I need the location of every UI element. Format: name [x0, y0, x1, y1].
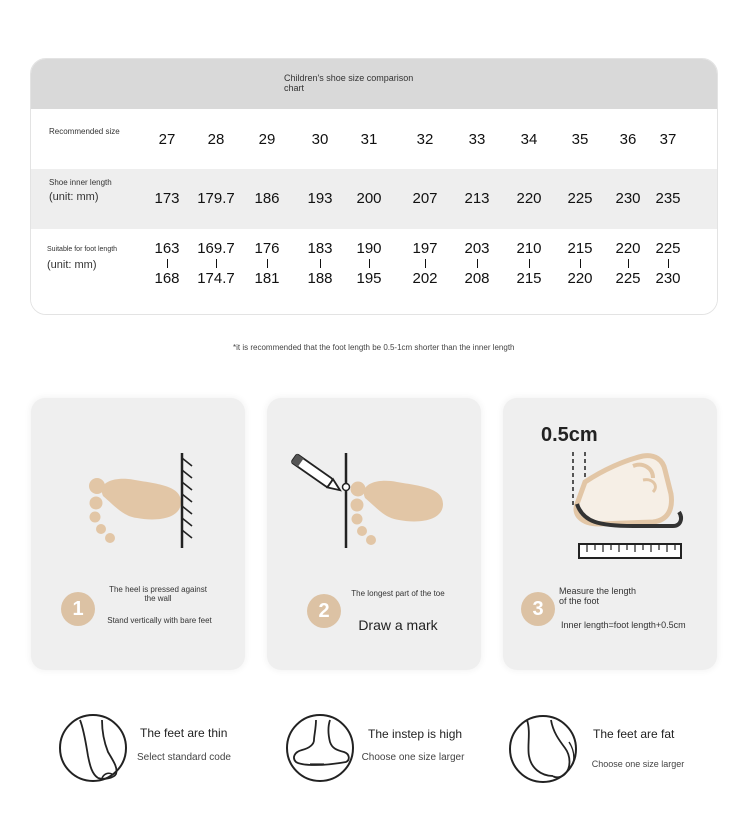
step-subtitle: Inner length=foot length+0.5cm	[561, 620, 686, 630]
range-max: 195	[356, 270, 382, 287]
table-cell-range	[397, 240, 453, 288]
table-cell: 230	[615, 190, 641, 207]
range-separator	[320, 259, 321, 268]
table-header	[31, 59, 717, 109]
table-cell-range	[640, 240, 696, 288]
table-cell-range	[188, 240, 244, 288]
table-cell: 220	[516, 190, 542, 207]
range-separator	[668, 259, 669, 268]
table-cell: 213	[464, 190, 490, 207]
foot-type-title: The instep is high	[368, 727, 463, 741]
range-max: 168	[154, 270, 180, 287]
table-cell: 179.7	[197, 190, 235, 207]
row-label: Recommended size	[49, 127, 120, 136]
range-separator	[529, 259, 530, 268]
range-min: 210	[516, 240, 542, 257]
foot-type-fat	[507, 712, 737, 792]
step-card-2	[267, 398, 481, 670]
table-cell: 35	[571, 131, 589, 148]
fat-foot-icon	[507, 712, 579, 786]
row-label-text: Suitable for foot length	[47, 246, 118, 253]
table-cell: 193	[307, 190, 333, 207]
foot-type-advice: Choose one size larger	[361, 752, 465, 763]
range-max: 230	[655, 270, 681, 287]
range-max: 220	[567, 270, 593, 287]
table-cell: 34	[520, 131, 538, 148]
range-separator	[477, 259, 478, 268]
range-separator	[628, 259, 629, 268]
table-cell-range	[239, 240, 295, 288]
table-cell: 31	[360, 131, 378, 148]
pencil-mark-foot-icon	[267, 398, 481, 568]
table-cell: 200	[356, 190, 382, 207]
foot-against-wall-icon	[31, 398, 245, 568]
table-cell: 207	[412, 190, 438, 207]
range-min: 176	[254, 240, 280, 257]
foot-type-high-instep	[284, 712, 514, 792]
measurement-note: *it is recommended that the foot length be 0.5-1cm shorter than the inner length	[233, 343, 515, 352]
range-separator	[167, 259, 168, 268]
thin-foot-icon	[58, 712, 130, 786]
range-max: 225	[615, 270, 641, 287]
range-max: 208	[464, 270, 490, 287]
step-title: Measure the length of the foot	[559, 586, 637, 606]
step-subtitle: Stand vertically with bare feet	[107, 616, 212, 625]
foot-type-thin	[58, 712, 288, 792]
range-min: 215	[567, 240, 593, 257]
table-cell: 32	[416, 131, 434, 148]
row-label-text: Shoe inner length	[49, 178, 112, 187]
table-cell-range	[139, 240, 195, 288]
range-min: 163	[154, 240, 180, 257]
table-cell: 29	[258, 131, 276, 148]
table-cell-range	[501, 240, 557, 288]
range-min: 203	[464, 240, 490, 257]
table-cell-range	[449, 240, 505, 288]
range-min: 169.7	[197, 240, 235, 257]
table-row-inner-length	[31, 169, 717, 229]
range-min: 220	[615, 240, 641, 257]
range-separator	[267, 259, 268, 268]
step-number-badge: 3	[521, 592, 555, 626]
foot-type-advice: Choose one size larger	[591, 759, 685, 769]
range-separator	[369, 259, 370, 268]
step-number-badge: 2	[307, 594, 341, 628]
table-cell: 28	[207, 131, 225, 148]
table-row-size	[31, 109, 717, 169]
range-min: 190	[356, 240, 382, 257]
foot-type-title: The feet are fat	[593, 727, 675, 741]
range-min: 197	[412, 240, 438, 257]
table-cell: 37	[659, 131, 677, 148]
table-cell: 186	[254, 190, 280, 207]
table-cell-range	[292, 240, 348, 288]
table-cell: 27	[158, 131, 176, 148]
range-max: 174.7	[197, 270, 235, 287]
foot-type-advice: Select standard code	[137, 752, 231, 763]
table-cell: 36	[619, 131, 637, 148]
range-separator	[580, 259, 581, 268]
range-max: 202	[412, 270, 438, 287]
shoe-ruler-icon	[503, 398, 717, 568]
step-card-3	[503, 398, 717, 670]
table-cell: 173	[154, 190, 180, 207]
range-separator	[216, 259, 217, 268]
measure-label: 0.5cm	[541, 424, 598, 446]
high-instep-foot-icon	[284, 712, 356, 786]
range-min: 225	[655, 240, 681, 257]
row-unit: (unit: mm)	[47, 259, 97, 271]
range-separator	[425, 259, 426, 268]
row-unit: (unit: mm)	[49, 191, 99, 203]
step-number-badge: 1	[61, 592, 95, 626]
table-cell-range	[341, 240, 397, 288]
step-subtitle: Draw a mark	[358, 617, 438, 633]
foot-type-title: The feet are thin	[140, 726, 228, 740]
table-title: Children's shoe size comparison chart	[284, 73, 414, 93]
step-title: The heel is pressed against the wall	[109, 585, 207, 603]
range-min: 183	[307, 240, 333, 257]
step-title: The longest part of the toe	[351, 589, 445, 598]
table-cell: 235	[655, 190, 681, 207]
table-cell: 33	[468, 131, 486, 148]
step-card-1	[31, 398, 245, 670]
table-cell: 30	[311, 131, 329, 148]
range-max: 181	[254, 270, 280, 287]
range-max: 188	[307, 270, 333, 287]
size-chart-table	[30, 58, 718, 315]
table-cell: 225	[567, 190, 593, 207]
range-max: 215	[516, 270, 542, 287]
table-row-foot-length	[31, 229, 717, 314]
